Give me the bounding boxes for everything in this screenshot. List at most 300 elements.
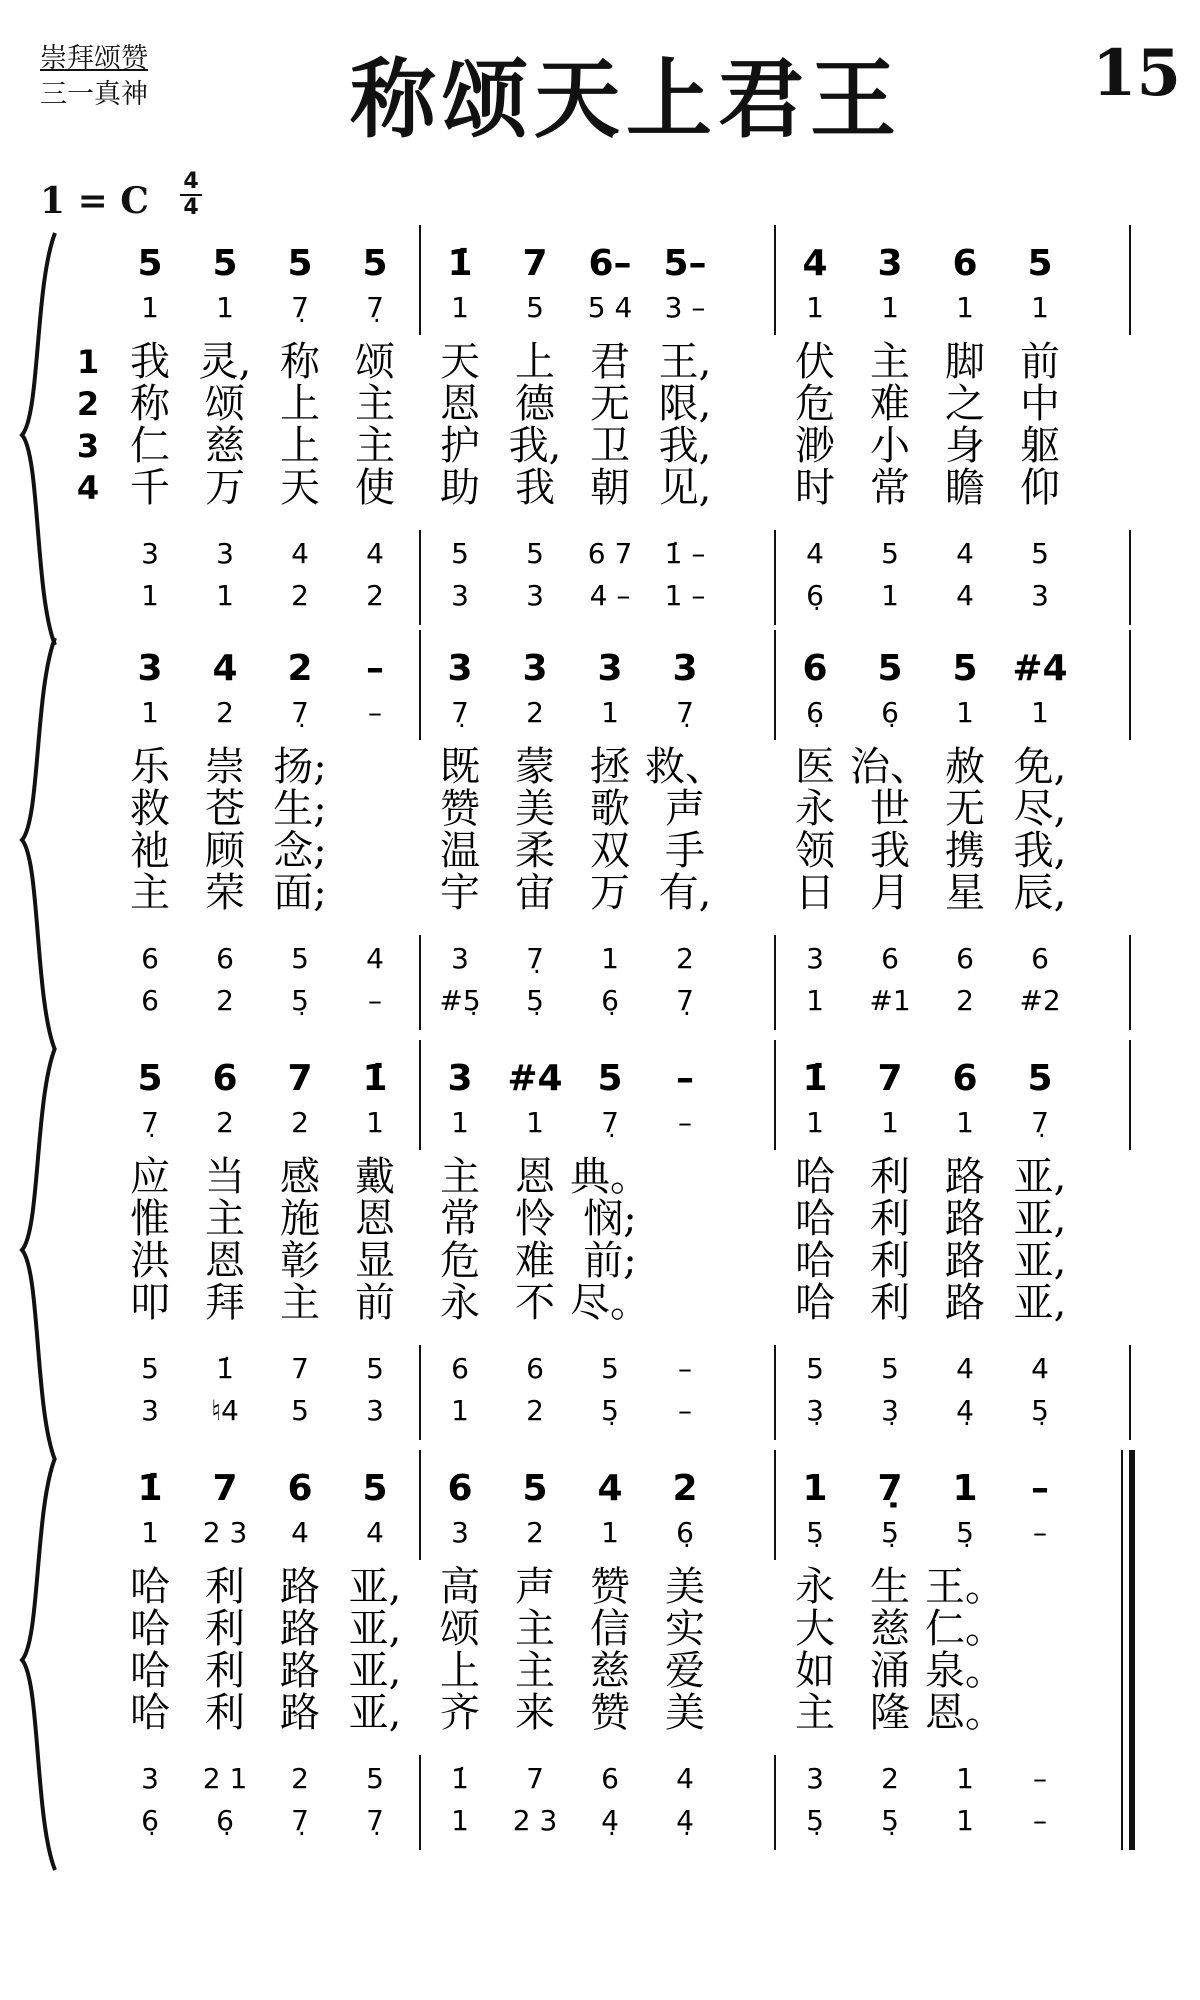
bass-note: 2 3 (512, 1804, 558, 1837)
lyric-syllable: 主 (795, 1690, 835, 1736)
melody-note: 6 (447, 1468, 473, 1509)
tenor-note: 6 (601, 1762, 619, 1795)
lyric-syllable: 亚, (1013, 1196, 1067, 1242)
lyric-syllable: 信 (590, 1606, 630, 1652)
lyric-syllable: 利 (870, 1196, 910, 1242)
bass-note: 5̣ (1031, 1394, 1049, 1427)
lyric-syllable: 主 (355, 381, 395, 427)
alto-note: 1 (451, 1106, 469, 1139)
lyric-syllable: 慈 (205, 423, 245, 469)
melody-note: 5 (1027, 1058, 1053, 1099)
lyric-syllable: 施 (280, 1196, 320, 1242)
verse-number: 4 (76, 469, 100, 507)
lyric-syllable: 亚, (1013, 1154, 1067, 1200)
lyric-syllable: 身 (945, 423, 985, 469)
bass-note: 5 (291, 1394, 309, 1427)
lyric-syllable: 涌 (870, 1648, 910, 1694)
alto-note: 7̣ (601, 1106, 619, 1139)
alto-note: 7̣ (1031, 1106, 1049, 1139)
alto-note: 1 (601, 1516, 619, 1549)
tenor-note: 2 1 (202, 1762, 248, 1795)
lyric-syllable: 万 (590, 870, 630, 916)
tenor-note: 5 (526, 537, 544, 570)
melody-note: 3 (877, 243, 903, 284)
system-brace (22, 1048, 55, 1460)
verse-number: 2 (76, 385, 100, 423)
lyric-syllable: 星 (945, 870, 985, 916)
lyric-syllable: 当 (205, 1154, 245, 1200)
alto-note: 2 (291, 1106, 309, 1139)
time-signature-top: 4 (180, 170, 202, 196)
lyric-syllable: 主 (515, 1606, 555, 1652)
melody-note: 1̇ (137, 1468, 163, 1509)
melody-note: 1 (952, 1468, 978, 1509)
bass-note: ♮4 (211, 1394, 239, 1427)
tenor-note: 6 (956, 942, 974, 975)
bass-note: 1 (141, 579, 159, 612)
lyric-syllable: 治、 (850, 744, 930, 790)
bass-note: 5̣ (601, 1394, 619, 1427)
alto-note: 2 (216, 1106, 234, 1139)
lyric-syllable: 永 (440, 1280, 480, 1326)
lyric-syllable: 医 (795, 744, 835, 790)
melody-note: 2 (672, 1468, 698, 1509)
bass-note: 7̣ (291, 1804, 309, 1837)
lyric-syllable: 慈 (590, 1648, 630, 1694)
lyric-syllable: 应 (130, 1154, 170, 1200)
alto-note: 4 (366, 1516, 384, 1549)
lyric-syllable: 恩。 (925, 1690, 1005, 1736)
system-brace (22, 638, 55, 1050)
bass-note: 3 (1031, 579, 1049, 612)
melody-note: 6– (588, 243, 632, 284)
lyric-syllable: 顾 (205, 828, 245, 874)
tenor-note: 6 (451, 1352, 469, 1385)
tenor-note: 5 (601, 1352, 619, 1385)
lyric-syllable: 无 (590, 381, 630, 427)
lyric-syllable: 宇 (440, 870, 480, 916)
bass-note: 3 (451, 579, 469, 612)
lyric-syllable: 哈 (130, 1648, 170, 1694)
lyric-syllable: 爱 (665, 1648, 705, 1694)
lyric-syllable: 德 (515, 381, 555, 427)
lyric-syllable: 见, (658, 465, 712, 511)
lyric-syllable: 万 (205, 465, 245, 511)
lyric-syllable: 月 (870, 870, 910, 916)
lyric-syllable: 主 (870, 339, 910, 385)
alto-note: 1 (141, 696, 159, 729)
lyric-syllable: 主 (205, 1196, 245, 1242)
melody-note: 5 (597, 1058, 623, 1099)
alto-note: 5̣ (956, 1516, 974, 1549)
lyric-syllable: 恩 (355, 1196, 395, 1242)
lyric-syllable: 手 (665, 828, 705, 874)
melody-note: 7 (212, 1468, 238, 1509)
melody-note: 1 (802, 1468, 828, 1509)
lyric-syllable: 日 (795, 870, 835, 916)
bass-note: 4 (956, 579, 974, 612)
melody-note: 3 (447, 1058, 473, 1099)
bass-note: 4̣ (676, 1804, 694, 1837)
tenor-note: 3 (141, 537, 159, 570)
alto-note: 2 (216, 696, 234, 729)
tenor-note: 4 (291, 537, 309, 570)
lyric-syllable: 中 (1020, 381, 1060, 427)
melody-note: 5– (663, 243, 707, 284)
melody-note: 1̇ (362, 1058, 388, 1099)
lyric-syllable: 之 (945, 381, 985, 427)
alto-note: 1 (881, 1106, 899, 1139)
tenor-note: 3 (141, 1762, 159, 1795)
alto-note: 1 (956, 1106, 974, 1139)
lyric-syllable: 彰 (280, 1238, 320, 1284)
melody-note: #4 (1012, 648, 1068, 689)
tenor-note: 5 (806, 1352, 824, 1385)
alto-note: 7̣ (141, 1106, 159, 1139)
alto-note: 5 (526, 291, 544, 324)
hymn-title: 称颂天上君王 (350, 49, 902, 150)
lyric-syllable: 戴 (355, 1154, 395, 1200)
lyric-syllable: 常 (440, 1196, 480, 1242)
alto-note: – (1033, 1516, 1047, 1549)
time-signature-bottom: 4 (183, 195, 199, 220)
tenor-note: 6 (881, 942, 899, 975)
lyric-syllable: 恩 (515, 1154, 555, 1200)
bass-note: 3̣ (806, 1394, 824, 1427)
bass-note: – (368, 984, 382, 1017)
lyric-syllable: 恩 (205, 1238, 245, 1284)
melody-note: 3 (522, 648, 548, 689)
alto-note: 1 (141, 1516, 159, 1549)
lyric-syllable: 双 (590, 828, 630, 874)
bass-note: 4 – (589, 579, 631, 612)
lyric-syllable: 上 (515, 339, 555, 385)
lyric-syllable: 永 (795, 1564, 835, 1610)
lyric-syllable: 蒙 (515, 744, 555, 790)
lyric-syllable: 温 (440, 828, 480, 874)
lyric-syllable: 渺 (795, 423, 835, 469)
key-signature: 1 = C (40, 180, 149, 222)
lyric-syllable: 利 (870, 1280, 910, 1326)
tenor-note: 6 (526, 1352, 544, 1385)
bass-note: 6̣ (141, 1804, 159, 1837)
melody-note: 5 (137, 1058, 163, 1099)
alto-note: 3 – (664, 291, 706, 324)
tenor-note: 2 (291, 1762, 309, 1795)
melody-note: 6 (802, 648, 828, 689)
tenor-note: 7 (526, 1762, 544, 1795)
lyric-syllable: 扬; (273, 744, 327, 790)
melody-note: 5 (362, 1468, 388, 1509)
lyric-syllable: 主 (280, 1280, 320, 1326)
alto-note: 7̣ (451, 696, 469, 729)
bass-note: 5̣ (526, 984, 544, 1017)
melody-note: 2 (287, 648, 313, 689)
bass-note: 5̣ (881, 1804, 899, 1837)
lyric-syllable: 前; (583, 1238, 637, 1284)
lyric-syllable: 既 (440, 744, 480, 790)
tenor-note: 4 (676, 1762, 694, 1795)
lyric-syllable: 路 (945, 1196, 985, 1242)
lyric-syllable: 免, (1013, 744, 1067, 790)
bass-note: 2 (291, 579, 309, 612)
lyric-syllable: 慈 (870, 1606, 910, 1652)
tenor-note: 7 (291, 1352, 309, 1385)
lyric-syllable: 哈 (130, 1606, 170, 1652)
bass-note: 6̣ (806, 579, 824, 612)
lyric-syllable: 难 (870, 381, 910, 427)
lyric-syllable: 隆 (870, 1690, 910, 1736)
lyric-syllable: 哈 (130, 1690, 170, 1736)
alto-note: 1 (601, 696, 619, 729)
melody-note: 7 (287, 1058, 313, 1099)
tenor-note: 5 (366, 1352, 384, 1385)
subcategory-label: 三一真神 (40, 79, 148, 110)
lyric-syllable: 千 (130, 465, 170, 511)
lyric-syllable: 惟 (130, 1196, 170, 1242)
melody-note: 5 (952, 648, 978, 689)
alto-note: 1 (1031, 291, 1049, 324)
lyric-syllable: 脚 (945, 339, 985, 385)
alto-note: 7̣ (291, 696, 309, 729)
lyric-syllable: 拯 (590, 744, 630, 790)
lyric-syllable: 恩 (440, 381, 480, 427)
lyric-syllable: 卫 (590, 423, 630, 469)
tenor-note: 1 (956, 1762, 974, 1795)
tenor-note: 3 (806, 1762, 824, 1795)
lyric-syllable: 朝 (590, 465, 630, 511)
bass-note: 4̣ (956, 1394, 974, 1427)
tenor-note: 4 (956, 537, 974, 570)
melody-note: 3 (447, 648, 473, 689)
bass-note: 1 (956, 1804, 974, 1837)
lyric-syllable: 如 (795, 1648, 835, 1694)
lyric-syllable: 我 (515, 465, 555, 511)
alto-note: 7̣ (291, 291, 309, 324)
lyric-syllable: 赞 (440, 786, 480, 832)
lyric-syllable: 路 (945, 1154, 985, 1200)
lyric-syllable: 上 (280, 381, 320, 427)
lyric-syllable: 哈 (795, 1196, 835, 1242)
system-brace (22, 1458, 55, 1870)
lyric-syllable: 感 (280, 1154, 320, 1200)
lyric-syllable: 颂 (440, 1606, 480, 1652)
tenor-note: 4 (956, 1352, 974, 1385)
alto-note: 2 (526, 1516, 544, 1549)
lyric-syllable: 尽, (1013, 786, 1067, 832)
melody-note: 4 (212, 648, 238, 689)
lyric-syllable: 危 (795, 381, 835, 427)
tenor-note: 1̇ – (664, 537, 706, 570)
bass-note: 2 (526, 1394, 544, 1427)
melody-note: 7̣ (877, 1468, 903, 1509)
tenor-note: 5 (1031, 537, 1049, 570)
tenor-note: 6 (1031, 942, 1049, 975)
lyric-syllable: 路 (945, 1238, 985, 1284)
tenor-note: 5 (291, 942, 309, 975)
tenor-note: – (1033, 1762, 1047, 1795)
lyric-syllable: 叩 (130, 1280, 170, 1326)
melody-note: 3 (672, 648, 698, 689)
lyric-syllable: 利 (870, 1238, 910, 1284)
lyric-syllable: 主 (440, 1154, 480, 1200)
lyric-syllable: 路 (280, 1690, 320, 1736)
system-brace (22, 233, 55, 645)
lyric-syllable: 护 (440, 423, 480, 469)
alto-note: 1 (806, 1106, 824, 1139)
lyric-syllable: 泉。 (925, 1648, 1005, 1694)
tenor-note: 2 (676, 942, 694, 975)
lyric-syllable: 我, (658, 423, 712, 469)
lyric-syllable: 仁 (130, 423, 170, 469)
lyric-syllable: 美 (665, 1690, 705, 1736)
alto-note: 6̣ (881, 696, 899, 729)
lyric-syllable: 称 (130, 381, 170, 427)
lyric-syllable: 高 (440, 1564, 480, 1610)
alto-note: 1 (451, 291, 469, 324)
melody-note: 5 (1027, 243, 1053, 284)
lyric-syllable: 亚, (348, 1606, 402, 1652)
tenor-note: 1̇ (216, 1352, 234, 1385)
melody-note: 5 (522, 1468, 548, 1509)
tenor-note: 2 (881, 1762, 899, 1795)
category-label: 崇拜颂赞 (40, 43, 148, 74)
melody-note: 3 (137, 648, 163, 689)
lyric-syllable: 前 (355, 1280, 395, 1326)
tenor-note: 4 (1031, 1352, 1049, 1385)
alto-note: 1 (1031, 696, 1049, 729)
lyric-syllable: 主 (130, 870, 170, 916)
lyric-syllable: 大 (795, 1606, 835, 1652)
lyric-syllable: 我, (508, 423, 562, 469)
lyric-syllable: 小 (870, 423, 910, 469)
lyric-syllable: 君 (590, 339, 630, 385)
alto-note: 7̣ (366, 291, 384, 324)
lyric-syllable: 颂 (355, 339, 395, 385)
melody-note: 1̇ (802, 1058, 828, 1099)
lyric-syllable: 祂 (130, 828, 170, 874)
lyric-syllable: 时 (795, 465, 835, 511)
lyric-syllable: 称 (280, 339, 320, 385)
melody-note: 5 (362, 243, 388, 284)
tenor-note: 4 (806, 537, 824, 570)
lyric-syllable: 乐 (130, 744, 170, 790)
bass-note: 1 (216, 579, 234, 612)
lyric-syllable: 苍 (205, 786, 245, 832)
alto-note: 1 (956, 291, 974, 324)
alto-note: 1 (141, 291, 159, 324)
lyric-syllable: 有, (658, 870, 712, 916)
tenor-note: – (678, 1352, 692, 1385)
lyric-syllable: 无 (945, 786, 985, 832)
lyric-syllable: 永 (795, 786, 835, 832)
bass-note: 2 (956, 984, 974, 1017)
tenor-note: 3 (216, 537, 234, 570)
lyric-syllable: 念; (273, 828, 327, 874)
melody-note: – (676, 1058, 694, 1099)
bass-note: 5̣ (806, 1804, 824, 1837)
lyric-syllable: 前 (1020, 339, 1060, 385)
lyric-syllable: 赞 (590, 1564, 630, 1610)
bass-note: – (1033, 1804, 1047, 1837)
bass-note: 6 (141, 984, 159, 1017)
bass-note: 2 (366, 579, 384, 612)
lyric-syllable: 常 (870, 465, 910, 511)
bass-note: 3 (526, 579, 544, 612)
lyric-syllable: 歌 (590, 786, 630, 832)
lyric-syllable: 主 (515, 1648, 555, 1694)
hymn-number: 15 (1092, 36, 1182, 111)
lyric-syllable: 主 (355, 423, 395, 469)
lyric-syllable: 实 (665, 1606, 705, 1652)
melody-note: 3 (597, 648, 623, 689)
melody-note: 5 (877, 648, 903, 689)
alto-note: 1 (216, 291, 234, 324)
lyric-syllable: 声 (665, 786, 705, 832)
verse-number: 3 (76, 427, 100, 465)
lyric-syllable: 哈 (795, 1280, 835, 1326)
tenor-note: 5 (141, 1352, 159, 1385)
lyric-syllable: 颂 (205, 381, 245, 427)
tenor-note: 3 (451, 942, 469, 975)
lyric-syllable: 亚, (348, 1648, 402, 1694)
melody-note: 7 (522, 243, 548, 284)
alto-note: 5 4 (587, 291, 633, 324)
lyric-syllable: 我 (870, 828, 910, 874)
lyric-syllable: 崇 (205, 744, 245, 790)
lyric-syllable: 哈 (795, 1238, 835, 1284)
lyric-syllable: 典。 (570, 1154, 650, 1200)
tenor-note: 5 (881, 537, 899, 570)
alto-note: 5̣ (806, 1516, 824, 1549)
lyric-syllable: 王, (658, 339, 712, 385)
lyric-syllable: 不 (515, 1280, 555, 1326)
lyric-syllable: 携 (945, 828, 985, 874)
bass-note: 1 (451, 1394, 469, 1427)
lyric-syllable: 哈 (130, 1564, 170, 1610)
lyric-syllable: 美 (665, 1564, 705, 1610)
tenor-note: 4 (366, 942, 384, 975)
alto-note: 1 (806, 291, 824, 324)
lyric-syllable: 怜 (515, 1196, 555, 1242)
lyric-syllable: 荣 (205, 870, 245, 916)
alto-note: 2 3 (202, 1516, 248, 1549)
melody-note: 6 (952, 243, 978, 284)
melody-note: – (1031, 1468, 1049, 1509)
melody-note: 1̇ (447, 243, 473, 284)
tenor-note: 6 (141, 942, 159, 975)
bass-note: 4̣ (601, 1804, 619, 1837)
lyric-syllable: 助 (440, 465, 480, 511)
lyric-syllable: 路 (280, 1648, 320, 1694)
tenor-note: 5 (366, 1762, 384, 1795)
alto-note: – (368, 696, 382, 729)
bass-note: 5̣ (291, 984, 309, 1017)
lyric-syllable: 使 (355, 465, 395, 511)
alto-note: 6̣ (676, 1516, 694, 1549)
bass-note: 1 (881, 579, 899, 612)
bass-note: #1 (869, 984, 911, 1017)
bass-note: 7̣ (676, 984, 694, 1017)
lyric-syllable: 哈 (795, 1154, 835, 1200)
bass-note: #5̣ (439, 984, 481, 1017)
lyric-syllable: 赞 (590, 1690, 630, 1736)
lyric-syllable: 辰, (1013, 870, 1067, 916)
alto-note: 5̣ (881, 1516, 899, 1549)
lyric-syllable: 美 (515, 786, 555, 832)
lyric-syllable: 悯; (583, 1196, 637, 1242)
melody-note: 6 (952, 1058, 978, 1099)
